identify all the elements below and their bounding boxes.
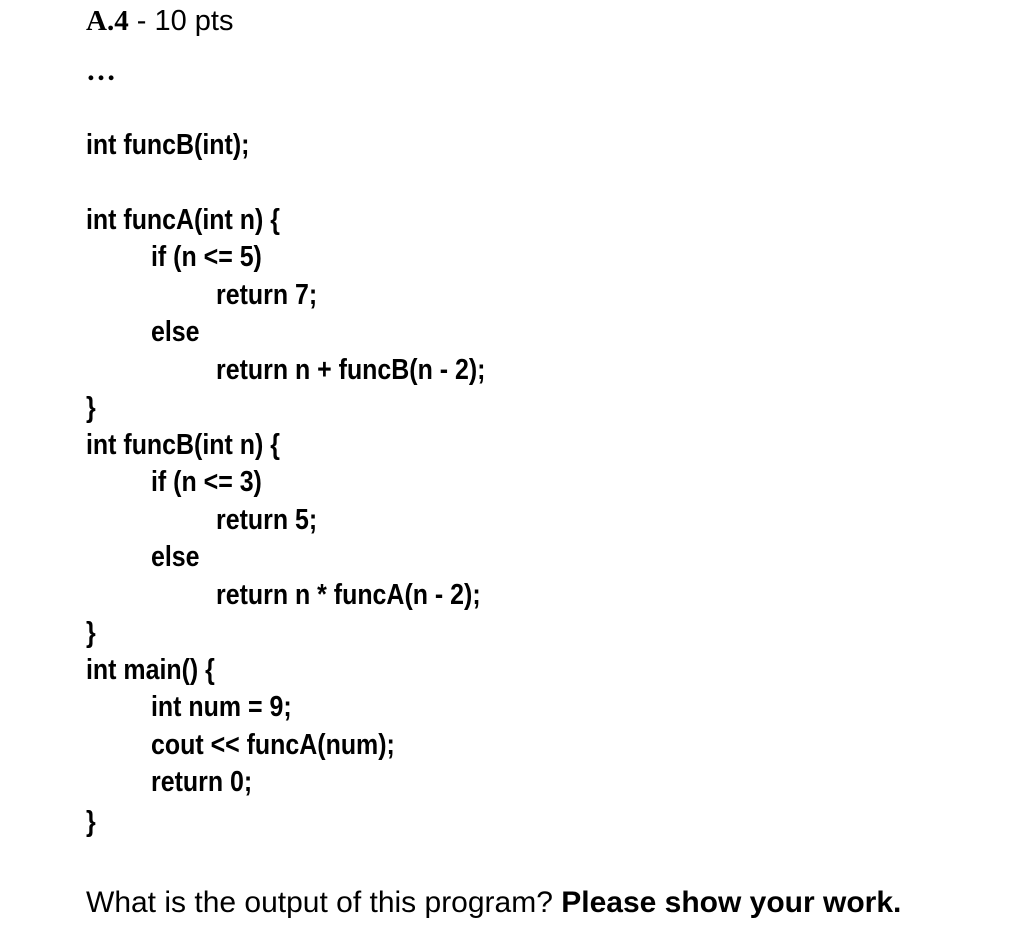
- code-line: int funcB(int n) {: [86, 429, 280, 461]
- code-line: }: [86, 617, 96, 649]
- code-line: int num = 9;: [151, 691, 292, 723]
- question-points: 10 pts: [154, 5, 234, 37]
- code-line: return n * funcA(n - 2);: [216, 579, 481, 611]
- code-listing: [86, 0, 986, 941]
- question-prompt: [86, 884, 901, 922]
- code-line: if (n <= 3): [151, 466, 262, 498]
- code-line: if (n <= 5): [151, 241, 262, 273]
- question-id: A.4: [86, 5, 129, 37]
- code-line: int funcB(int);: [86, 129, 250, 161]
- code-line: int funcA(int n) {: [86, 204, 280, 236]
- question-separator: -: [128, 5, 155, 37]
- code-line: else: [151, 316, 200, 348]
- code-line: return 0;: [151, 766, 253, 798]
- code-line: }: [86, 392, 96, 424]
- code-line: int main() {: [86, 654, 215, 686]
- code-line: cout << funcA(num);: [151, 729, 395, 761]
- code-line: return n + funcB(n - 2);: [216, 354, 486, 386]
- omitted-code-ellipsis: …: [86, 54, 118, 87]
- code-line: return 5;: [216, 504, 318, 536]
- code-line: }: [86, 806, 96, 838]
- code-line: else: [151, 541, 200, 573]
- question-instruction: Please show your work.: [561, 886, 902, 919]
- question-text: What is the output of this program?: [86, 886, 562, 919]
- code-line: return 7;: [216, 279, 318, 311]
